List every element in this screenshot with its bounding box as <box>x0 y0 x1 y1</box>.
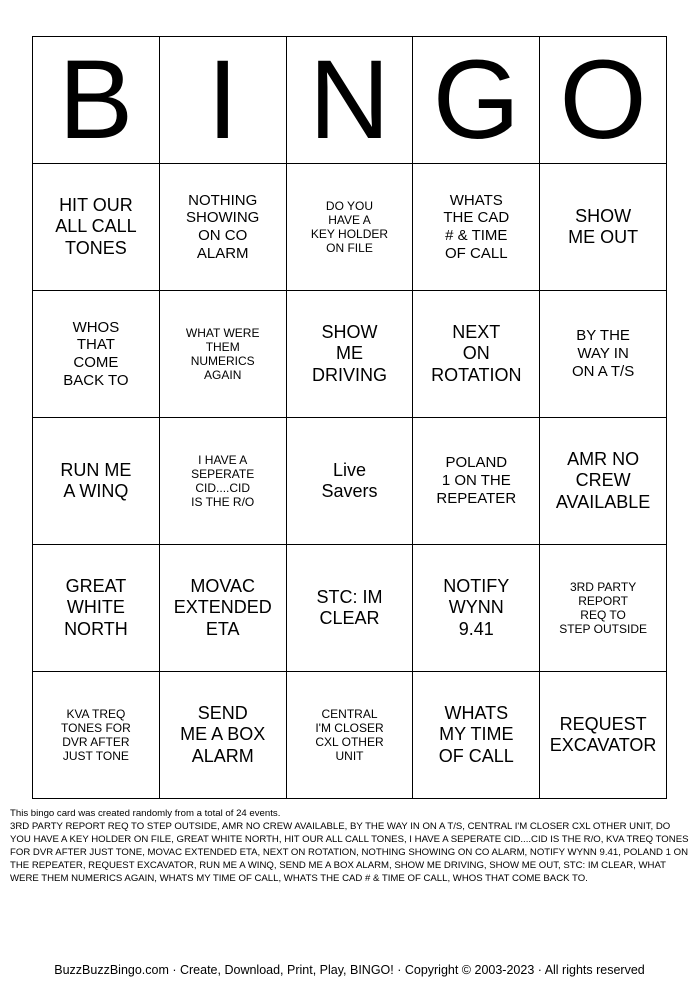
header-letter-n: N <box>286 37 413 164</box>
bingo-cell: WHOS THAT COME BACK TO <box>33 291 160 418</box>
bingo-header-row <box>33 37 667 164</box>
bingo-cell: CENTRAL I'M CLOSER CXL OTHER UNIT <box>286 672 413 799</box>
bingo-cell: Live Savers <box>286 418 413 545</box>
card-footer-notes <box>10 807 690 885</box>
header-letter-g: G <box>413 37 540 164</box>
bingo-cell: SEND ME A BOX ALARM <box>159 672 286 799</box>
header-letter-b: B <box>33 37 160 164</box>
bingo-cell: DO YOU HAVE A KEY HOLDER ON FILE <box>286 164 413 291</box>
footer-events-list: 3RD PARTY REPORT REQ TO STEP OUTSIDE, AMR NO CREW AVAILABLE, BY THE WAY IN ON A T/S, CENTRAL I'M CLOSER CXL OTHER UNIT, DO YOU HAVE A KEY HOLDER ON FILE, GREAT WHITE NORTH, HIT OUR ALL CALL TONES, I HAVE A SEPERATE CID....CID IS THE R/O, KVA TREQ TONES FOR DVR AFTER JUST TONE, MOVAC EXTENDED ETA, NEXT ON ROTATION, NOTHING SHOWING ON CO ALARM, NOTIFY WYNN 9.41, POLAND 1 ON THE REPEATER, REQUEST EXCAVATOR, RUN ME A WINQ, SEND ME A BOX ALARM, SHOW ME DRIVING, SHOW ME OUT, STC: IM CLEAR, WHAT WERE THEM NUMERICS AGAIN, WHATS MY TIME OF CALL, WHATS THE CAD # & TIME OF CALL, WHOS THAT COME BACK TO. <box>10 821 689 884</box>
bingo-cell: WHAT WERE THEM NUMERICS AGAIN <box>159 291 286 418</box>
bingo-cell: NOTIFY WYNN 9.41 <box>413 545 540 672</box>
bingo-cell: NEXT ON ROTATION <box>413 291 540 418</box>
header-letter-o: O <box>540 37 667 164</box>
site-credit: BuzzBuzzBingo.com · Create, Download, Print, Play, BINGO! · Copyright © 2003-2023 · All rights reserved <box>54 963 645 977</box>
bingo-cell: MOVAC EXTENDED ETA <box>159 545 286 672</box>
bingo-cell: GREAT WHITE NORTH <box>33 545 160 672</box>
bingo-cell: REQUEST EXCAVATOR <box>540 672 667 799</box>
bingo-cell: KVA TREQ TONES FOR DVR AFTER JUST TONE <box>33 672 160 799</box>
bingo-cell: BY THE WAY IN ON A T/S <box>540 291 667 418</box>
bingo-row-1 <box>33 164 667 291</box>
bingo-row-3 <box>33 418 667 545</box>
bingo-grid <box>32 36 667 799</box>
header-letter-i: I <box>159 37 286 164</box>
bingo-cell: STC: IM CLEAR <box>286 545 413 672</box>
bingo-cell: HIT OUR ALL CALL TONES <box>33 164 160 291</box>
bingo-cell: SHOW ME OUT <box>540 164 667 291</box>
bingo-cell: WHATS MY TIME OF CALL <box>413 672 540 799</box>
bingo-row-5 <box>33 672 667 799</box>
bingo-cell: 3RD PARTY REPORT REQ TO STEP OUTSIDE <box>540 545 667 672</box>
bingo-card <box>32 36 667 797</box>
bingo-cell: AMR NO CREW AVAILABLE <box>540 418 667 545</box>
bingo-cell: I HAVE A SEPERATE CID....CID IS THE R/O <box>159 418 286 545</box>
bingo-cell: WHATS THE CAD # & TIME OF CALL <box>413 164 540 291</box>
footer-intro: This bingo card was created randomly from a total of 24 events. <box>10 808 281 819</box>
bingo-row-2 <box>33 291 667 418</box>
bingo-row-4 <box>33 545 667 672</box>
bingo-cell: SHOW ME DRIVING <box>286 291 413 418</box>
bingo-cell: RUN ME A WINQ <box>33 418 160 545</box>
bingo-cell: POLAND 1 ON THE REPEATER <box>413 418 540 545</box>
bingo-cell: NOTHING SHOWING ON CO ALARM <box>159 164 286 291</box>
